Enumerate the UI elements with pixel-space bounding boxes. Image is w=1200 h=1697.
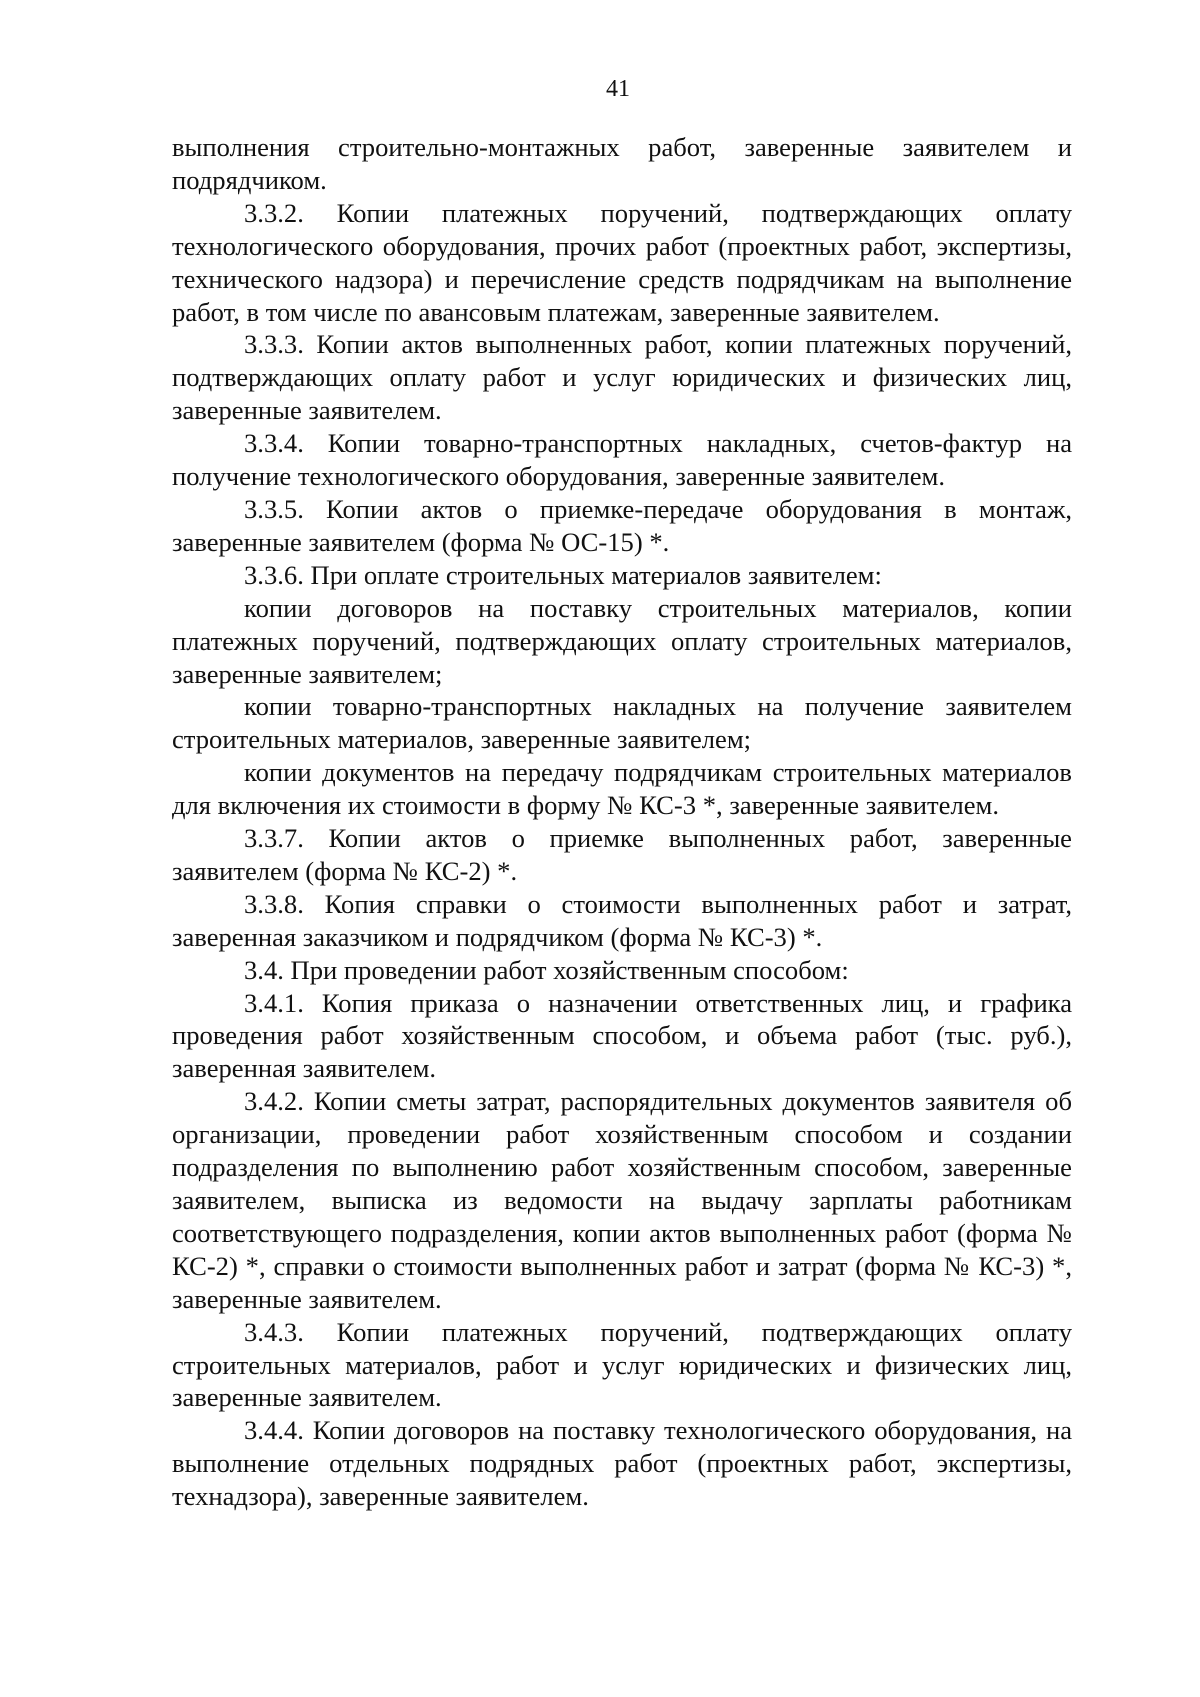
- paragraph-3-3-3: 3.3.3. Копии актов выполненных работ, копии платежных поручений, подтверждающих оплату работ и услуг юридических и физических лиц, заверенные заявителем.: [172, 329, 1072, 426]
- paragraph-3-4-2: 3.4.2. Копии сметы затрат, распорядительных документов заявителя об организации, проведении работ хозяйственным способом и создании подразделения по выполнению работ хозяйственным способом, заверенные заявителем, выписка из ведомости на выдачу зарплаты работникам соответствующего подразделения, копии актов выполненных работ (форма № КС-2) *, справки о стоимости выполненных работ и затрат (форма № КС-3) *, заверенные заявителем.: [172, 1086, 1072, 1314]
- paragraph-3-3-6-item-1: копии договоров на поставку строительных материалов, копии платежных поручений, подтверждающих оплату строительных материалов, заверенные заявителем;: [172, 592, 1072, 689]
- paragraph-3-3-6: 3.3.6. При оплате строительных материалов заявителем:: [244, 559, 882, 590]
- paragraph-3-3-5: 3.3.5. Копии актов о приемке-передаче оборудования в монтаж, заверенные заявителем (форма № ОС-15) *.: [172, 493, 1072, 557]
- paragraph-3-4-1: 3.4.1. Копия приказа о назначении ответственных лиц, и графика проведения работ хозяйственным способом, и объема работ (тыс. руб.), заверенная заявителем.: [172, 987, 1072, 1084]
- paragraph-3-3-6-item-2: копии товарно-транспортных накладных на получение заявителем строительных материалов, заверенные заявителем;: [172, 691, 1072, 755]
- paragraph-3-3-8: 3.3.8. Копия справки о стоимости выполненных работ и затрат, заверенная заказчиком и подрядчиком (форма № КС-3) *.: [172, 888, 1072, 952]
- document-body: [172, 131, 1072, 1513]
- paragraph-continuation: выполнения строительно-монтажных работ, заверенные заявителем и подрядчиком.: [172, 132, 1072, 195]
- paragraph-3-3-4: 3.3.4. Копии товарно-транспортных накладных, счетов-фактур на получение технологического оборудования, заверенные заявителем.: [172, 428, 1072, 492]
- paragraph-3-4-3: 3.4.3. Копии платежных поручений, подтверждающих оплату строительных материалов, работ и услуг юридических и физических лиц, заверенные заявителем.: [172, 1316, 1072, 1413]
- paragraph-3-3-7: 3.3.7. Копии актов о приемке выполненных работ, заверенные заявителем (форма № КС-2) *.: [172, 823, 1072, 886]
- paragraph-3-3-6-item-3: копии документов на передачу подрядчикам строительных материалов для включения их стоимости в форму № КС-3 *, заверенные заявителем.: [172, 757, 1072, 821]
- paragraph-3-4-4: 3.4.4. Копии договоров на поставку технологического оборудования, на выполнение отдельных подрядных работ (проектных работ, экспертизы, технадзора), заверенные заявителем.: [172, 1415, 1072, 1512]
- paragraph-3-3-2: 3.3.2. Копии платежных поручений, подтверждающих оплату технологического оборудования, прочих работ (проектных работ, экспертизы, технического надзора) и перечисление средств подрядчикам на выполнение работ, в том числе по авансовым платежам, заверенные заявителем.: [172, 197, 1072, 327]
- paragraph-3-4: 3.4. При проведении работ хозяйственным способом:: [244, 954, 849, 985]
- page-number: 41: [606, 76, 630, 102]
